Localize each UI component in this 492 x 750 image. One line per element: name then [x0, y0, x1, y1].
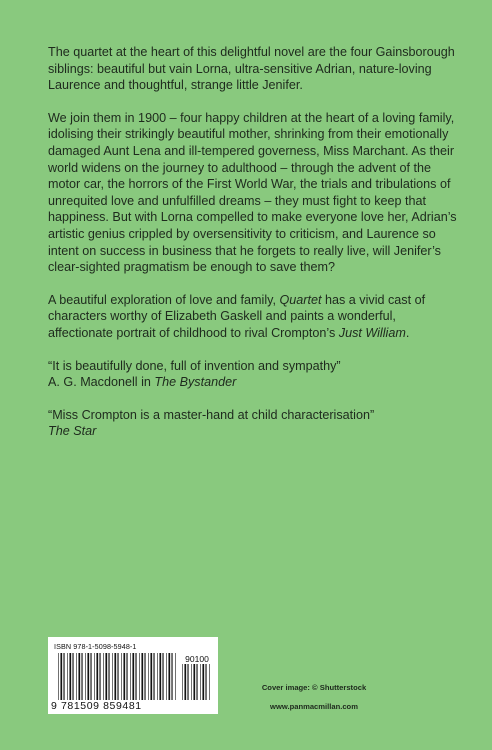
blurb-text	[48, 44, 458, 456]
barcode-bar	[103, 653, 104, 700]
barcode-bar	[85, 653, 86, 700]
barcode-bar	[81, 653, 82, 700]
barcode-bar	[60, 653, 62, 700]
barcode-bar	[121, 653, 122, 700]
barcode-bar	[123, 653, 125, 700]
barcode-bar	[63, 653, 64, 700]
cover-image-credit: Cover image: © Shutterstock	[261, 683, 367, 692]
barcode-bar	[126, 653, 127, 700]
barcode-bar	[168, 653, 170, 700]
barcode-bar	[130, 653, 131, 700]
quote-source	[48, 423, 458, 440]
barcode-bar	[117, 653, 118, 700]
barcode-bar	[135, 653, 136, 700]
blurb-p3-mid: has a vivid cast of characters worthy of Elizabeth Gaskell and paints a wonderful, affectionate portrait of childhood to rival Crompton’s	[48, 292, 426, 340]
barcode-bar	[58, 653, 59, 700]
barcode-bar	[87, 653, 89, 700]
barcode-bar	[96, 653, 98, 700]
barcode-bar	[209, 664, 210, 700]
barcode-bar	[144, 653, 145, 700]
review-quote-2	[48, 407, 458, 440]
barcode-bar	[76, 653, 77, 700]
ean-digits: 9 781509 859481	[51, 700, 142, 712]
barcode-bar	[153, 653, 154, 700]
barcode-bar	[150, 653, 152, 700]
blurb-paragraph-1: The quartet at the heart of this delightful novel are the four Gainsborough siblings: beautiful but vain Lorna, ultra-sensitive Adrian, nature-loving Laurence and thoughtful, strange little Jenifer.	[48, 45, 455, 93]
quote-publication: The Bystander	[154, 375, 237, 390]
isbn-barcode	[48, 637, 218, 714]
barcode-bar	[108, 653, 109, 700]
credits	[244, 683, 384, 721]
quote-publication: The Star	[48, 424, 97, 439]
barcode-bar	[67, 653, 68, 700]
barcode-bar	[114, 653, 116, 700]
blurb-p3-start: A beautiful exploration of love and family,	[48, 292, 280, 307]
quote-text: “It is beautifully done, full of invention and sympathy”	[48, 358, 341, 373]
barcode-bar	[205, 664, 206, 700]
barcode-bar	[159, 653, 161, 700]
blurb-paragraph-2: We join them in 1900 – four happy children at the heart of a loving family, idolising their strikingly beautiful mother, shrinking from their emotionally damaged Aunt Lena and ill-tempered governess, Miss Marchant. As their world widens on the journey to adulthood – through the advent of the motor car, the horrors of the First World War, the trials and tribulations of unrequited love and unfulfilled dreams – they must fight to keep that happiness. But with Lorna compelled to make everyone love her, Adrian’s artistic genius crippled by oversensitivity to criticism, and Laurence so intent on success in business that he forgets to really live, will Jenifer’s clear-sighted pragmatism be enough to save them?	[48, 110, 457, 275]
review-quote-1	[48, 358, 458, 391]
barcode-bar	[162, 653, 163, 700]
barcode-bar	[112, 653, 113, 700]
barcode-bar	[191, 664, 192, 700]
barcode-bar	[196, 664, 197, 700]
barcode-bar	[200, 664, 201, 700]
quote-source-prefix: A. G. Macdonell in	[48, 375, 155, 390]
barcode-bar	[193, 664, 195, 700]
barcode-bar	[141, 653, 143, 700]
quote-text: “Miss Crompton is a master-hand at child characterisation”	[48, 407, 375, 422]
barcode-bar	[78, 653, 80, 700]
barcode-bar	[99, 653, 100, 700]
blurb-paragraph-3	[48, 292, 458, 342]
barcode-bar	[90, 653, 91, 700]
publisher-website: www.panmacmillan.com	[270, 702, 358, 711]
barcode-bar	[148, 653, 149, 700]
barcode-bar	[139, 653, 140, 700]
barcode-bar	[105, 653, 107, 700]
barcode-bar	[187, 664, 188, 700]
barcode-bar	[157, 653, 158, 700]
barcode-bar	[72, 653, 73, 700]
barcode-bar	[166, 653, 167, 700]
barcode-bar	[132, 653, 134, 700]
book-title-quartet: Quartet	[279, 292, 322, 307]
ean-barcode-bars	[58, 653, 178, 700]
book-title-just-william: Just William	[338, 325, 406, 340]
barcode-bar	[184, 664, 186, 700]
isbn-number: ISBN 978-1-5098-5948-1	[54, 642, 137, 651]
quote-source	[48, 374, 458, 391]
addon-barcode-bars	[182, 664, 212, 700]
barcode-bar	[182, 664, 183, 700]
barcode-bar	[202, 664, 204, 700]
barcode-bar	[175, 653, 176, 700]
barcode-bar	[94, 653, 95, 700]
price-addon-number: 90100	[185, 654, 209, 664]
barcode-bar	[171, 653, 172, 700]
barcode-bar	[69, 653, 71, 700]
blurb-p3-end: .	[405, 325, 410, 340]
